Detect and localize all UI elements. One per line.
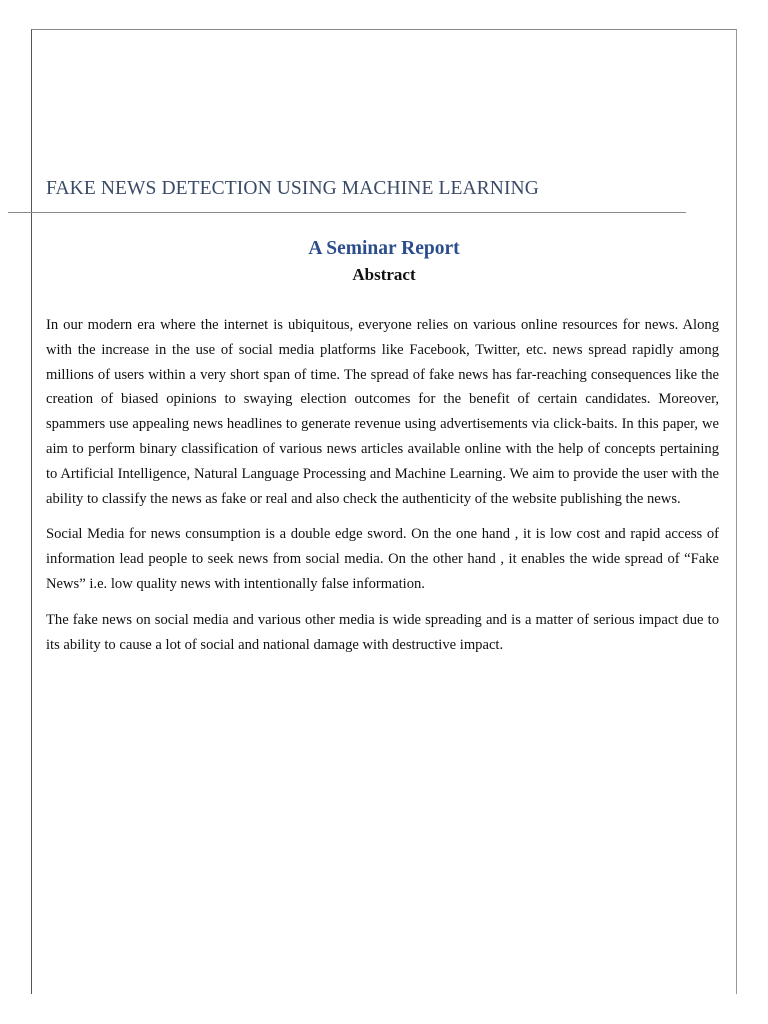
document-title: FAKE NEWS DETECTION USING MACHINE LEARNING [46, 178, 539, 199]
abstract-body [46, 313, 719, 668]
title-underline-rule [8, 212, 686, 213]
abstract-paragraph-1: In our modern era where the internet is ubiquitous, everyone relies on various online resources for news. Along with the increase in the use of social media platforms like Facebook, Twitter, etc. news spread rapidly among millions of users within a very short span of time. The spread of fake news has far-reaching consequences like the creation of biased opinions to swaying election outcomes for the benefit of certain candidates. Moreover, spammers use appealing news headlines to generate revenue using advertisements via click-baits. In this paper, we aim to perform binary classification of various news articles available online with the help of concepts pertaining to Artificial Intelligence, Natural Language Processing and Machine Learning. We aim to provide the user with the ability to classify the news as fake or real and also check the authenticity of the website publishing the news. [46, 317, 719, 507]
abstract-heading: Abstract [352, 265, 416, 284]
abstract-paragraph-3: The fake news on social media and various other media is wide spreading and is a matter of serious impact due to its ability to cause a lot of social and national damage with destructive impact. [46, 611, 719, 653]
document-subtitle: A Seminar Report [308, 238, 460, 259]
abstract-paragraph-2: Social Media for news consumption is a double edge sword. On the one hand , it is low cost and rapid access of information lead people to seek news from social media. On the other hand , it enables the wide spread of “Fake News” i.e. low quality news with intentionally false information. [46, 526, 719, 592]
